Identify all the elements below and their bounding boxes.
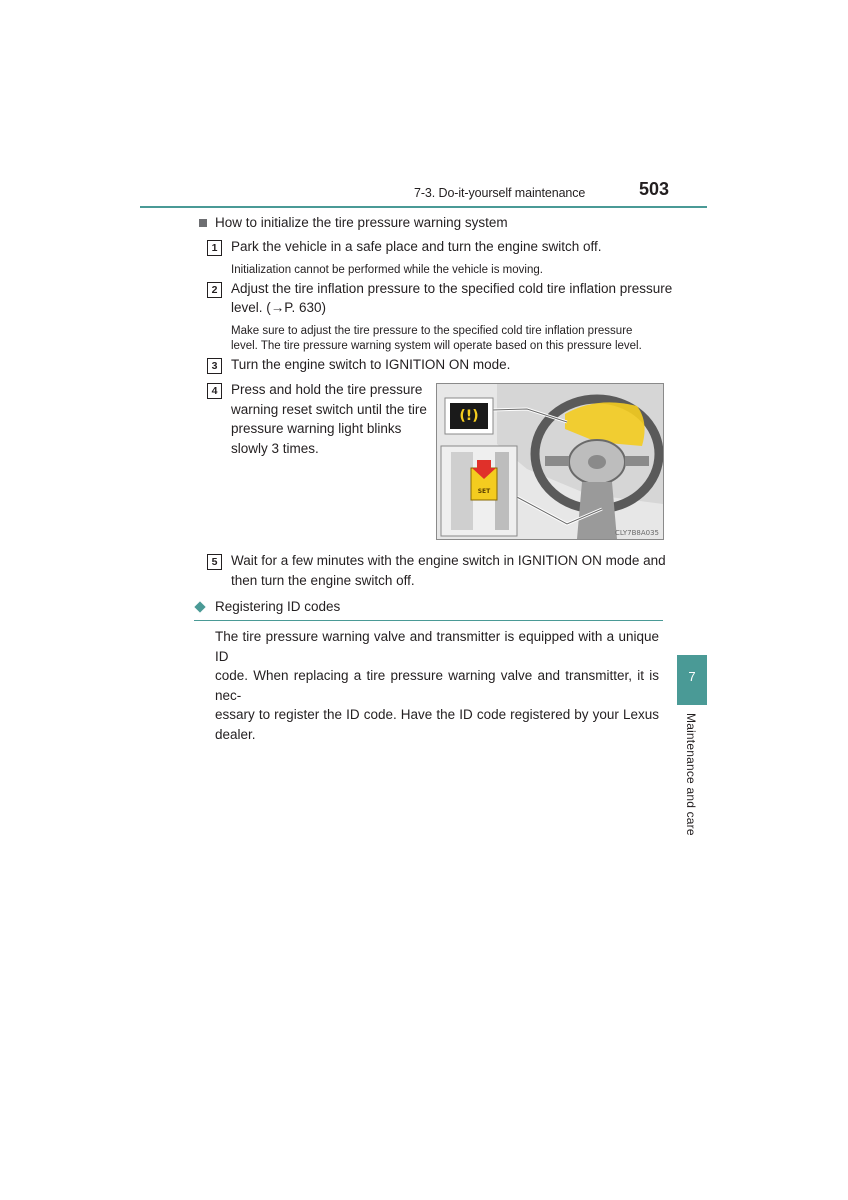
section-heading [199,215,508,230]
step-number-1: 1 [207,240,222,256]
step-2-text-line-1: Adjust the tire inflation pressure to the specified cold tire inflation pressure [231,281,673,296]
subsection-paragraph [215,627,659,744]
paragraph-line-3: essary to register the ID code. Have the ID code registered by your Lexus [215,707,659,722]
header-rule [140,206,707,208]
subsection-heading-text: Registering ID codes [215,599,341,614]
step-3-text: Turn the engine switch to IGNITION ON mode. [231,357,511,372]
step-4-text-line-2: warning reset switch until the tire [231,401,427,417]
paragraph-line-4: dealer. [215,726,256,742]
step-5-text-line-1: Wait for a few minutes with the engine switch in IGNITION ON mode and [231,553,666,568]
figure-code: CLY7B8A035 [615,529,659,537]
step-4-text-line-1: Press and hold the tire pressure [231,382,423,397]
subsection-heading [196,599,340,614]
header-section-title: 7-3. Do-it-yourself maintenance [414,186,586,200]
diamond-bullet-icon [194,601,205,612]
step-2-note-line-2: level. The tire pressure warning system will operate based on this pressure level. [231,340,642,352]
chapter-tab: 7 [677,655,707,705]
step-4-text-line-4: slowly 3 times. [231,440,319,456]
step-1-note: Initialization cannot be performed while the vehicle is moving. [231,264,543,276]
dashboard-illustration [436,383,664,540]
step-2-text-line-2: level. (→P. 630) [231,300,327,315]
section-heading-text: How to initialize the tire pressure warning system [215,215,508,230]
paragraph-line-1: The tire pressure warning valve and transmitter is equipped with a unique ID [215,629,659,664]
page-number: 503 [639,179,670,199]
step-number-5: 5 [207,554,222,570]
step-number-2: 2 [207,282,222,298]
step-4-text-line-3: pressure warning light blinks [231,421,402,436]
step-1-text: Park the vehicle in a safe place and turn the engine switch off. [231,239,602,254]
step-5-text-line-2: then turn the engine switch off. [231,572,415,588]
step-number-4: 4 [207,383,222,399]
reset-switch-label: SET [477,488,491,495]
square-bullet-icon [199,219,207,227]
paragraph-line-2: code. When replacing a tire pressure warning valve and transmitter, it is nec- [215,668,659,703]
subsection-rule [194,620,663,621]
chapter-label: Maintenance and care [684,713,698,836]
step-number-3: 3 [207,358,222,374]
step-2-note-line-1: Make sure to adjust the tire pressure to the specified cold tire inflation pressure [231,325,633,337]
warning-light-icon: (!) [459,408,479,424]
